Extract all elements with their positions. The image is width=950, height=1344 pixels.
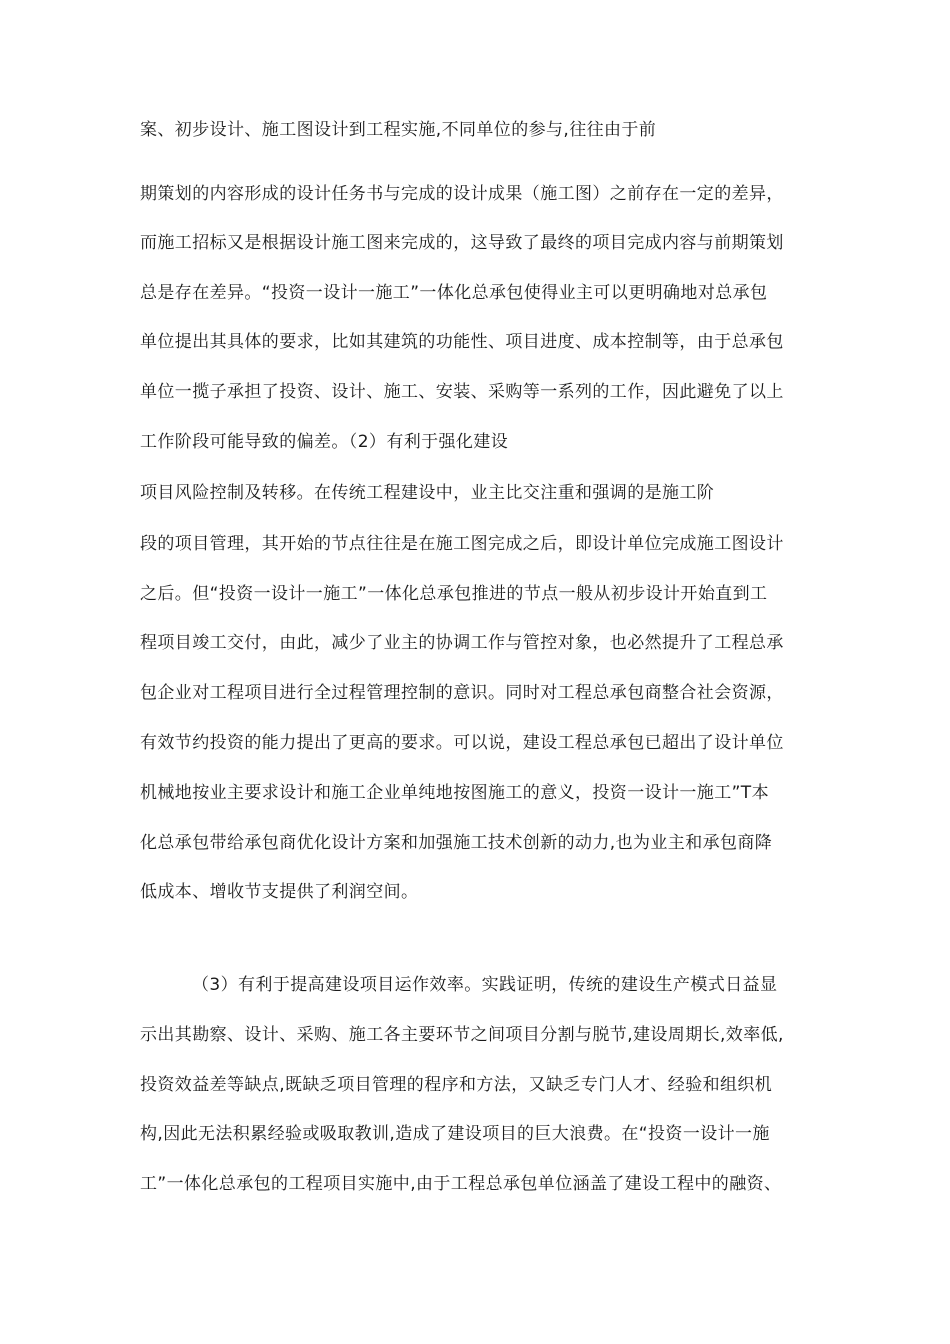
text-line: 工”一体化总承包的工程项目实施中,由于工程总承包单位涵盖了建设工程中的融资、 — [140, 1174, 782, 1194]
text-line: 工作阶段可能导致的偏差。（2）有利于强化建设 — [140, 432, 509, 452]
text-line: 包企业对工程项目进行全过程管理控制的意识。同时对工程总承包商整合社会资源， — [140, 683, 784, 703]
text-line: 投资效益差等缺点,既缺乏项目管理的程序和方法，又缺乏专门人才、经验和组织机 — [140, 1075, 773, 1095]
text-line: （3）有利于提高建设项目运作效率。实践证明，传统的建设生产模式日益显 — [192, 975, 778, 995]
text-line: 程项目竣工交付，由此，减少了业主的协调工作与管控对象，也必然提升了工程总承 — [140, 633, 784, 653]
text-line: 之后。但“投资一设计一施工”一体化总承包推进的节点一般从初步设计开始直到工 — [140, 584, 768, 604]
text-line: 总是存在差异。“投资一设计一施工”一体化总承包使得业主可以更明确地对总承包 — [140, 283, 768, 303]
text-line: 单位一揽子承担了投资、设计、施工、安装、采购等一系列的工作，因此避免了以上 — [140, 382, 784, 402]
text-line: 机械地按业主要求设计和施工企业单纯地按图施工的意义，投资一设计一施工”T本 — [140, 783, 769, 803]
text-line: 而施工招标又是根据设计施工图来完成的，这导致了最终的项目完成内容与前期策划 — [140, 233, 784, 253]
text-line: 期策划的内容形成的设计任务书与完成的设计成果（施工图）之前存在一定的差异， — [140, 184, 784, 204]
text-line: 化总承包带给承包商优化设计方案和加强施工技术创新的动力,也为业主和承包商降 — [140, 833, 773, 853]
text-line: 构,因此无法积累经验或吸取教训,造成了建设项目的巨大浪费。在“投资一设计一施 — [140, 1124, 770, 1144]
text-line: 示出其勘察、设计、采购、施工各主要环节之间项目分割与脱节,建设周期长,效率低, — [140, 1025, 784, 1045]
text-line: 有效节约投资的能力提出了更高的要求。可以说，建设工程总承包已超出了设计单位 — [140, 733, 784, 753]
text-line: 项目风险控制及转移。在传统工程建设中，业主比交注重和强调的是施工阶 — [140, 483, 715, 503]
text-line: 单位提出其具体的要求，比如其建筑的功能性、项目进度、成本控制等，由于总承包 — [140, 332, 784, 352]
text-line: 案、初步设计、施工图设计到工程实施,不同单位的参与,往往由于前 — [140, 120, 657, 140]
text-line: 低成本、增收节支提供了利润空间。 — [140, 882, 419, 902]
text-line: 段的项目管理，其开始的节点往往是在施工图完成之后，即设计单位完成施工图设计 — [140, 534, 784, 554]
